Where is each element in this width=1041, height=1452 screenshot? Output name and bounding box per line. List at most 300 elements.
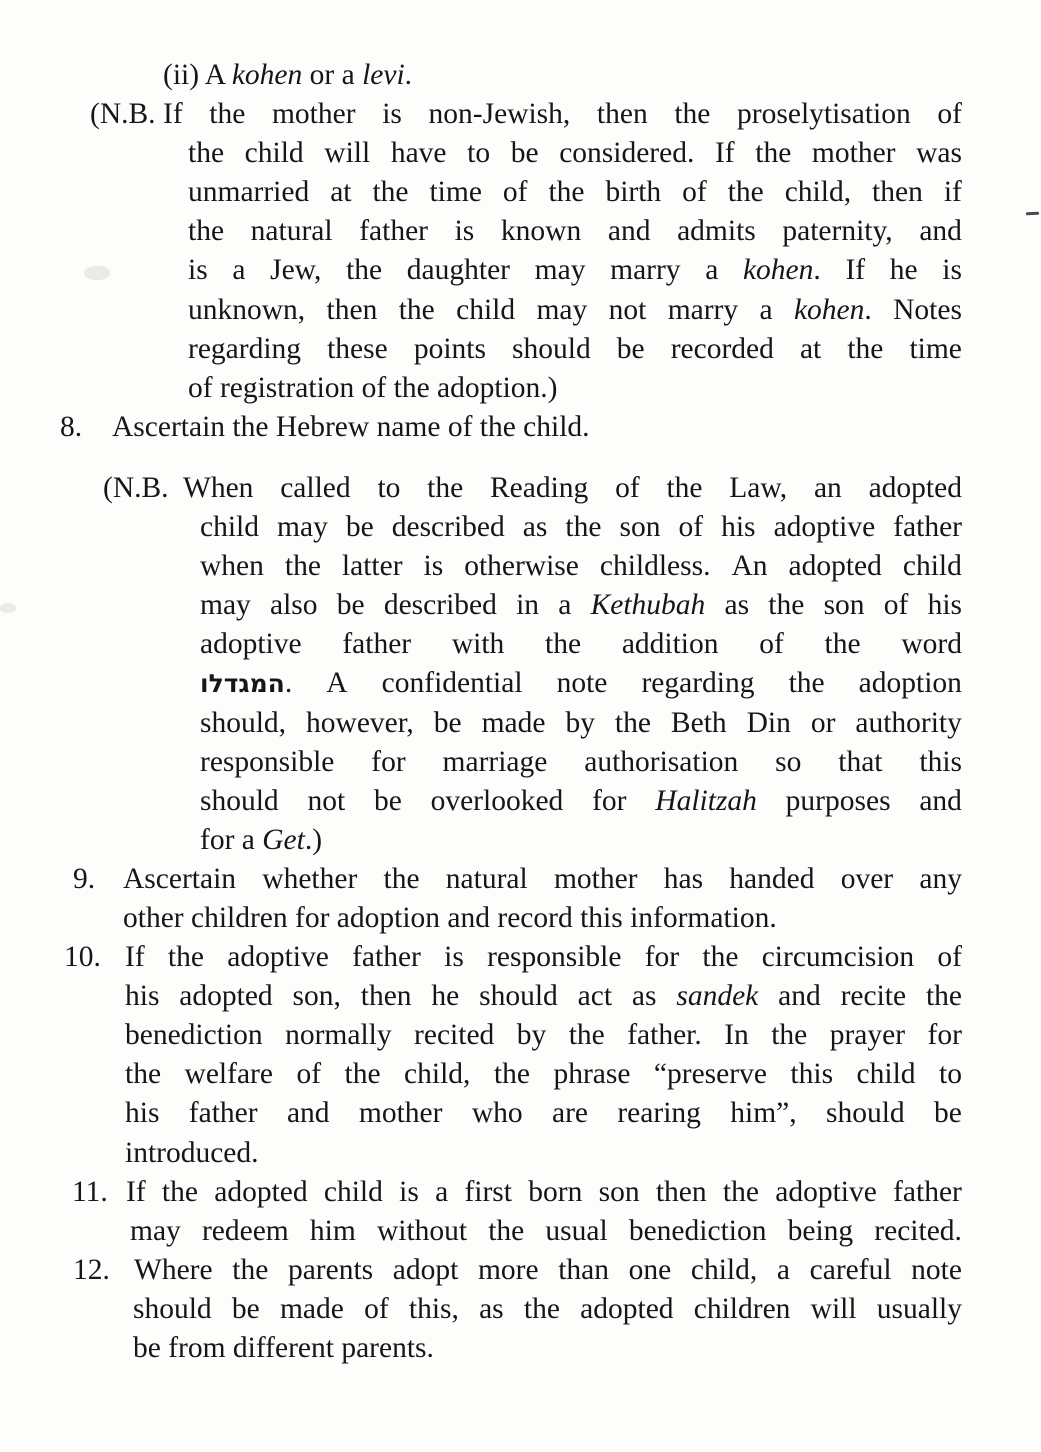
word bbox=[188, 173, 309, 212]
nb-note-2-line bbox=[200, 743, 962, 782]
text-segment: be bbox=[231, 1292, 260, 1325]
item-9-number: 9. bbox=[73, 862, 96, 895]
text-segment: the bbox=[188, 137, 225, 170]
word bbox=[558, 1251, 609, 1290]
text-segment: careful bbox=[809, 1253, 892, 1286]
word bbox=[569, 1016, 605, 1055]
word bbox=[580, 1290, 673, 1329]
word bbox=[443, 743, 548, 782]
text-segment: is bbox=[399, 1175, 419, 1208]
word bbox=[200, 664, 292, 703]
word bbox=[944, 173, 962, 212]
text-segment: of bbox=[883, 589, 909, 622]
text-segment: born bbox=[528, 1175, 583, 1208]
text-segment: unmarried bbox=[188, 176, 310, 209]
word bbox=[374, 782, 402, 821]
text-segment: prayer bbox=[829, 1019, 906, 1052]
text-segment: is bbox=[942, 254, 962, 287]
text-segment: be bbox=[616, 332, 645, 365]
text-segment: these bbox=[327, 332, 388, 365]
text-segment: who bbox=[471, 1097, 523, 1130]
word bbox=[535, 251, 586, 290]
word bbox=[775, 1173, 877, 1212]
text-segment: other children for adoption and record this information. bbox=[123, 901, 777, 934]
text-segment: usually bbox=[876, 1292, 962, 1325]
word bbox=[277, 508, 328, 547]
word bbox=[666, 469, 702, 508]
text-segment: adopted bbox=[788, 550, 882, 583]
text-segment: the bbox=[523, 1292, 560, 1325]
text-segment: then bbox=[596, 98, 648, 131]
word bbox=[597, 95, 648, 134]
word bbox=[731, 547, 767, 586]
text-segment: of bbox=[364, 1292, 389, 1325]
word bbox=[130, 1212, 181, 1251]
word bbox=[811, 704, 836, 743]
text-segment: not bbox=[608, 293, 647, 326]
word bbox=[619, 508, 660, 547]
word bbox=[272, 95, 356, 134]
word bbox=[200, 586, 251, 625]
word bbox=[824, 586, 865, 625]
text-segment: When bbox=[183, 471, 254, 504]
word bbox=[414, 1016, 494, 1055]
word bbox=[811, 1290, 857, 1329]
word bbox=[814, 469, 842, 508]
word bbox=[467, 134, 490, 173]
word bbox=[674, 95, 710, 134]
text-segment: the bbox=[209, 98, 246, 131]
word bbox=[414, 330, 486, 369]
word bbox=[677, 212, 756, 251]
text-segment: the bbox=[346, 254, 383, 287]
text-segment: adopted bbox=[580, 1292, 674, 1325]
word bbox=[455, 212, 475, 251]
word bbox=[617, 1094, 701, 1133]
text-segment: Jew, bbox=[270, 254, 322, 287]
text-segment: by bbox=[516, 1019, 547, 1052]
nb-note-2-line bbox=[103, 469, 962, 508]
text-segment: may bbox=[277, 511, 328, 544]
nb-note-2-line bbox=[200, 586, 962, 625]
word bbox=[125, 1055, 161, 1094]
word bbox=[800, 330, 821, 369]
text-segment: child, bbox=[404, 1058, 471, 1091]
word bbox=[307, 782, 345, 821]
text-segment: the bbox=[727, 176, 764, 209]
item-11-line bbox=[130, 1212, 962, 1251]
word bbox=[214, 1173, 307, 1212]
nb-note-1-line bbox=[188, 173, 962, 212]
text-segment: the bbox=[614, 706, 651, 739]
word bbox=[361, 977, 412, 1016]
text-segment: adopt bbox=[392, 1253, 459, 1286]
text-segment: adoption bbox=[858, 667, 962, 700]
text-segment: and bbox=[607, 215, 651, 248]
word bbox=[345, 1055, 381, 1094]
word bbox=[232, 1290, 260, 1329]
word bbox=[327, 291, 378, 330]
word bbox=[202, 1212, 289, 1251]
word bbox=[337, 586, 365, 625]
word bbox=[409, 1290, 459, 1329]
text-segment: as bbox=[631, 980, 657, 1013]
word bbox=[641, 664, 754, 703]
word bbox=[427, 469, 463, 508]
text-segment: more bbox=[477, 1253, 539, 1286]
text-segment: paternity, bbox=[782, 215, 893, 248]
text-segment: marry bbox=[610, 254, 681, 287]
text-segment: may bbox=[200, 589, 251, 622]
text-segment: recite bbox=[840, 980, 907, 1013]
text-segment: should bbox=[825, 1097, 905, 1130]
word bbox=[352, 938, 421, 977]
text-segment: made bbox=[279, 1292, 344, 1325]
word bbox=[524, 1290, 560, 1329]
italic-term: kohen bbox=[742, 254, 814, 287]
word bbox=[942, 251, 962, 290]
word bbox=[359, 1094, 443, 1133]
text-segment: admits bbox=[677, 215, 756, 248]
text-segment: the bbox=[161, 1175, 198, 1208]
word bbox=[622, 625, 719, 664]
word bbox=[778, 977, 821, 1016]
word bbox=[324, 134, 370, 173]
text-segment: so bbox=[775, 745, 802, 778]
text-segment: An bbox=[731, 550, 768, 583]
text-segment: if bbox=[943, 176, 962, 209]
text-segment: of bbox=[296, 1058, 322, 1091]
word bbox=[723, 1173, 759, 1212]
text-segment: for a bbox=[200, 823, 263, 856]
word bbox=[919, 743, 962, 782]
text-segment: introduced. bbox=[125, 1136, 259, 1169]
word bbox=[934, 1094, 962, 1133]
text-segment: time bbox=[909, 332, 962, 365]
word bbox=[903, 547, 962, 586]
word bbox=[610, 251, 680, 290]
word bbox=[926, 977, 962, 1016]
text-segment: or a bbox=[302, 59, 363, 91]
text-segment: the bbox=[188, 215, 225, 248]
text-segment: welfare bbox=[184, 1058, 273, 1091]
text-segment: adopted bbox=[868, 471, 962, 504]
word bbox=[789, 547, 882, 586]
word bbox=[123, 860, 236, 899]
word bbox=[232, 1251, 268, 1290]
text-segment: and bbox=[919, 784, 962, 817]
text-segment: the bbox=[788, 667, 825, 700]
text-segment: the bbox=[674, 98, 711, 131]
italic-term: Kethubah bbox=[590, 589, 706, 622]
text-segment: act bbox=[577, 980, 613, 1013]
word bbox=[285, 547, 321, 586]
text-segment: the bbox=[545, 628, 582, 661]
text-segment: then bbox=[655, 1175, 707, 1208]
text-segment: adoptive bbox=[200, 628, 302, 661]
text-segment: If bbox=[714, 137, 735, 170]
text-segment: Din bbox=[746, 706, 791, 739]
text-segment: word bbox=[901, 628, 962, 661]
word bbox=[245, 134, 304, 173]
word bbox=[629, 1251, 672, 1290]
text-segment: be bbox=[433, 706, 462, 739]
word bbox=[478, 1251, 539, 1290]
item-12-number: 12. bbox=[73, 1253, 110, 1286]
word bbox=[280, 1290, 344, 1329]
word bbox=[694, 1290, 791, 1329]
text-segment: If bbox=[163, 98, 183, 131]
text-segment: natural bbox=[250, 215, 333, 248]
text-segment: should bbox=[512, 332, 591, 365]
word bbox=[911, 1251, 962, 1290]
word bbox=[743, 251, 821, 290]
nb-note-2-line bbox=[200, 821, 1041, 860]
word bbox=[777, 1251, 790, 1290]
text-segment: the bbox=[232, 1253, 269, 1286]
word bbox=[517, 1016, 547, 1055]
text-segment: the bbox=[167, 941, 204, 974]
word bbox=[200, 547, 264, 586]
text-segment: he bbox=[889, 254, 918, 287]
word bbox=[494, 1055, 530, 1094]
word bbox=[890, 251, 918, 290]
word bbox=[872, 173, 923, 212]
item-12-line bbox=[133, 1290, 962, 1329]
text-segment: purposes bbox=[785, 784, 891, 817]
text-segment: be bbox=[336, 589, 365, 622]
word bbox=[782, 212, 892, 251]
text-segment: child bbox=[856, 1058, 916, 1091]
text-segment: father bbox=[893, 1175, 962, 1208]
text-segment: then bbox=[326, 293, 378, 326]
word bbox=[937, 95, 962, 134]
item-10-line bbox=[125, 977, 962, 1016]
word bbox=[855, 704, 962, 743]
text-segment: when bbox=[200, 550, 264, 583]
word bbox=[188, 251, 208, 290]
word bbox=[488, 1212, 524, 1251]
word bbox=[188, 330, 301, 369]
text-segment: described bbox=[383, 589, 497, 622]
text-segment: known bbox=[500, 215, 582, 248]
word bbox=[435, 1173, 448, 1212]
word bbox=[605, 173, 661, 212]
word bbox=[928, 1016, 962, 1055]
text-segment: was bbox=[916, 137, 962, 170]
word bbox=[125, 1016, 263, 1055]
word bbox=[928, 586, 962, 625]
text-segment: has bbox=[663, 862, 704, 895]
text-segment: Law, bbox=[729, 471, 788, 504]
word bbox=[794, 291, 872, 330]
word bbox=[444, 938, 464, 977]
text-segment: this bbox=[919, 745, 962, 778]
text-segment: recited bbox=[414, 1019, 495, 1052]
text-segment: benediction bbox=[628, 1214, 767, 1247]
text-segment: regarding bbox=[188, 332, 302, 365]
word bbox=[125, 1094, 159, 1133]
text-segment: be bbox=[345, 511, 374, 544]
word bbox=[617, 330, 645, 369]
word bbox=[725, 586, 750, 625]
word bbox=[893, 1173, 962, 1212]
text-segment: phrase bbox=[553, 1058, 631, 1091]
hebrew-word: המגדלו bbox=[200, 669, 285, 699]
text-segment: child bbox=[323, 1175, 383, 1208]
word bbox=[399, 1173, 419, 1212]
word bbox=[825, 625, 861, 664]
nb-note-1-line bbox=[188, 251, 962, 290]
item-10-number: 10. bbox=[64, 941, 101, 974]
text-segment: for bbox=[644, 941, 680, 974]
word bbox=[874, 1212, 962, 1251]
text-segment: marry bbox=[667, 293, 739, 326]
word bbox=[407, 251, 510, 290]
word bbox=[877, 1290, 962, 1329]
word bbox=[296, 1055, 321, 1094]
text-segment: be from different parents. bbox=[133, 1332, 434, 1364]
text-segment: described bbox=[391, 511, 505, 544]
word bbox=[785, 173, 851, 212]
word bbox=[200, 508, 259, 547]
word bbox=[786, 782, 891, 821]
text-segment: should bbox=[133, 1292, 212, 1325]
text-segment: child, bbox=[784, 176, 852, 209]
word bbox=[382, 664, 523, 703]
nb-note-2-line bbox=[200, 625, 962, 664]
text-segment: . bbox=[284, 667, 293, 700]
text-segment: regarding bbox=[641, 667, 755, 700]
text-segment: of bbox=[615, 471, 640, 504]
text-segment: is bbox=[444, 941, 464, 974]
text-segment: this bbox=[790, 1058, 834, 1091]
word bbox=[512, 330, 591, 369]
word bbox=[404, 1055, 470, 1094]
text-segment: being bbox=[787, 1214, 854, 1247]
text-segment: child bbox=[456, 293, 516, 326]
text-segment: latter bbox=[341, 550, 403, 583]
word bbox=[771, 1016, 807, 1055]
word bbox=[342, 625, 411, 664]
word bbox=[724, 1016, 749, 1055]
word bbox=[645, 938, 679, 977]
text-segment: an bbox=[813, 471, 842, 504]
text-segment: father bbox=[188, 1097, 258, 1130]
text-segment: and bbox=[778, 980, 821, 1013]
text-segment: have bbox=[390, 137, 447, 170]
word bbox=[901, 625, 962, 664]
word bbox=[609, 291, 647, 330]
word bbox=[293, 977, 341, 1016]
word bbox=[559, 134, 694, 173]
text-segment: benediction bbox=[125, 1019, 263, 1052]
item-10-line bbox=[64, 938, 962, 977]
word bbox=[446, 860, 528, 899]
italic-term: Get bbox=[262, 823, 305, 856]
text-segment: handed bbox=[729, 862, 815, 895]
word bbox=[919, 860, 962, 899]
scan-artifact-smudge bbox=[84, 266, 110, 280]
text-segment: for bbox=[927, 1019, 962, 1052]
text-segment: however, bbox=[306, 706, 414, 739]
word bbox=[162, 1173, 198, 1212]
text-segment: parents bbox=[287, 1253, 374, 1286]
text-segment: otherwise bbox=[464, 550, 579, 583]
text-segment: the bbox=[768, 589, 805, 622]
nb-note-1-line bbox=[188, 369, 1041, 408]
text-segment: time bbox=[429, 176, 482, 209]
word bbox=[511, 134, 539, 173]
word bbox=[558, 586, 571, 625]
word bbox=[845, 251, 865, 290]
word bbox=[826, 1094, 905, 1133]
text-segment: .) bbox=[304, 823, 323, 856]
text-segment: responsible bbox=[200, 745, 335, 778]
word bbox=[759, 291, 772, 330]
text-segment: If bbox=[125, 941, 145, 974]
word bbox=[168, 938, 204, 977]
word bbox=[668, 291, 738, 330]
word bbox=[810, 1251, 892, 1290]
nb-note-1-line bbox=[188, 212, 962, 251]
text-segment: the bbox=[568, 1019, 605, 1052]
word bbox=[847, 330, 883, 369]
text-segment: the bbox=[722, 1175, 759, 1208]
text-segment: usual bbox=[545, 1214, 608, 1247]
text-segment: a bbox=[558, 589, 572, 622]
word bbox=[391, 134, 447, 173]
word bbox=[737, 95, 911, 134]
text-segment: be bbox=[373, 784, 402, 817]
scan-artifact-smudge bbox=[0, 603, 16, 613]
text-segment: “preserve bbox=[653, 1058, 767, 1091]
word bbox=[788, 1212, 854, 1251]
word bbox=[262, 860, 357, 899]
word bbox=[554, 860, 638, 899]
text-segment: unknown, bbox=[188, 293, 306, 326]
text-segment: be bbox=[510, 137, 539, 170]
word bbox=[392, 508, 505, 547]
text-segment: for bbox=[371, 745, 406, 778]
word bbox=[591, 586, 706, 625]
text-segment: father. bbox=[627, 1019, 702, 1052]
nb-note-2-line bbox=[200, 704, 962, 743]
word bbox=[377, 469, 400, 508]
text-segment: him bbox=[309, 1214, 356, 1247]
text-segment: will bbox=[324, 137, 371, 170]
scan-artifact-dash bbox=[1026, 212, 1039, 215]
word bbox=[578, 977, 612, 1016]
text-segment: of bbox=[937, 98, 962, 131]
word bbox=[939, 1055, 962, 1094]
word bbox=[384, 860, 420, 899]
word bbox=[503, 173, 528, 212]
word bbox=[909, 330, 961, 369]
text-segment: the bbox=[125, 1058, 162, 1091]
word bbox=[557, 664, 608, 703]
text-segment: son bbox=[619, 511, 661, 544]
word bbox=[306, 704, 414, 743]
word bbox=[188, 212, 224, 251]
text-segment: then bbox=[360, 980, 412, 1013]
text-segment: should bbox=[200, 784, 279, 817]
text-segment: that bbox=[838, 745, 883, 778]
word bbox=[163, 95, 183, 134]
word bbox=[487, 938, 621, 977]
word bbox=[682, 173, 707, 212]
text-segment: will bbox=[810, 1292, 857, 1325]
